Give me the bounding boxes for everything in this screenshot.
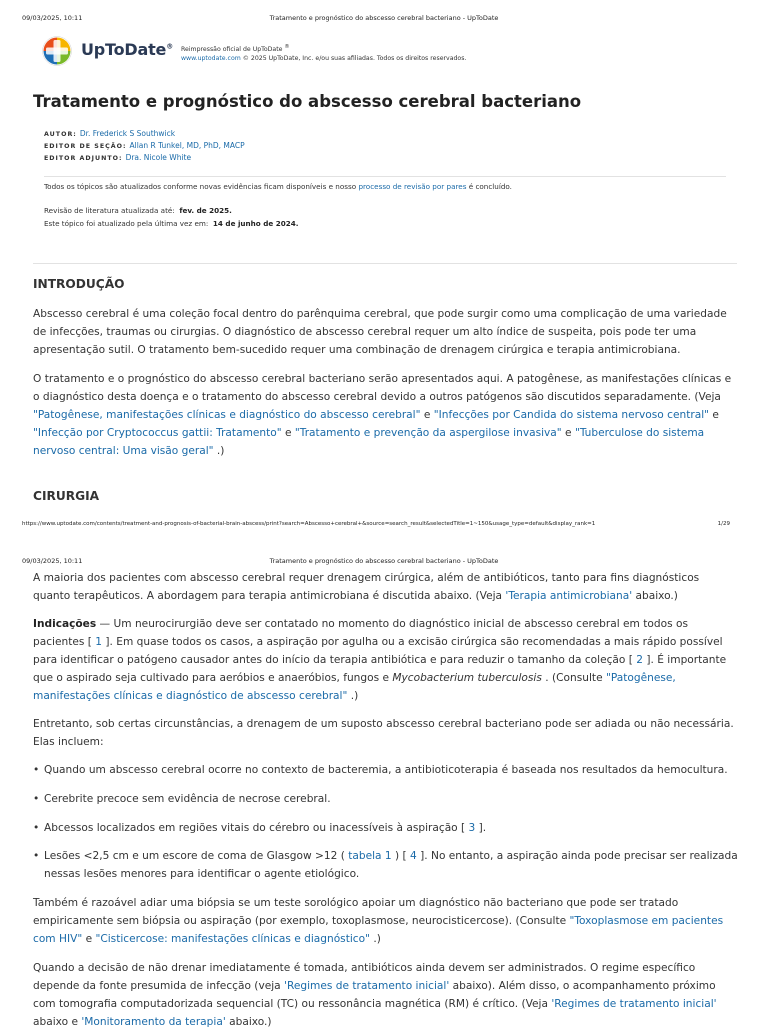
page-title: Tratamento e prognóstico do abscesso cerebral bacteriano xyxy=(33,92,582,111)
page-number: 1/29 xyxy=(717,521,730,527)
deputy-editor-link[interactable]: Dra. Nicole White xyxy=(125,153,192,162)
section-editor-link[interactable]: Allan R Tunkel, MD, PhD, MACP xyxy=(129,141,245,150)
non-drainage-paragraph: Quando a decisão de não drenar imediatamente é tomada, antibióticos ainda devem ser administrados. O regime específico depende da fonte presumida de infecção (veja 'Regimes de tratamento inicial' abaixo). Além disso, o acompanhamento próximo com tomografia computadorizada sequencial (TC) ou ressonância magnética (RM) é crítico. (Veja 'Regimes de tratamento inicial' abaixo e 'Monitoramento da terapia' abaixo.) xyxy=(33,962,717,1028)
section-heading-surgery: CIRURGIA xyxy=(33,489,100,503)
print-title: Tratamento e prognóstico do abscesso cerebral bacteriano - UpToDate xyxy=(269,14,499,22)
table-1-link[interactable]: tabela 1 xyxy=(348,850,392,862)
reference-4-link[interactable]: 4 xyxy=(410,850,417,862)
link-therapy-monitoring[interactable]: 'Monitoramento da terapia' xyxy=(81,1016,226,1028)
literature-review-date: Revisão de literatura atualizada até: fev. de 2025. xyxy=(44,206,232,215)
link-initial-treatment-regimens[interactable]: 'Regimes de tratamento inicial' xyxy=(284,980,450,992)
link-cns-tuberculosis[interactable]: "Tuberculose do sistema nervoso central: Uma visão geral" xyxy=(33,427,705,457)
reference-2-link[interactable]: 2 xyxy=(636,654,644,666)
section-heading-introduction: INTRODUÇÃO xyxy=(33,277,125,291)
divider xyxy=(44,176,726,177)
peer-review-link[interactable]: processo de revisão por pares xyxy=(358,182,467,191)
link-cysticercosis[interactable]: "Cisticercose: manifestações clínicas e diagnóstico" xyxy=(95,933,370,945)
link-cryptococcus-gattii[interactable]: "Infecção por Cryptococcus gattii: Tratamento" xyxy=(33,427,282,439)
brand-name: UpToDate® xyxy=(81,40,174,59)
print-title: Tratamento e prognóstico do abscesso cerebral bacteriano - UpToDate xyxy=(269,557,499,565)
last-update-date: Este tópico foi atualizado pela última vez em: 14 de junho de 2024. xyxy=(44,219,299,228)
reference-3-link[interactable]: 3 xyxy=(468,822,476,834)
deferral-paragraph: Entretanto, sob certas circunstâncias, a drenagem de um suposto abscesso cerebral bacteriano pode ser adiada ou não necessária. Elas incluem: xyxy=(33,718,734,748)
intro-paragraph-1: Abscesso cerebral é uma coleção focal dentro do parênquima cerebral, que pode surgir como uma complicação de uma variedade de infecções, traumas ou cirurgias. O diagnóstico de abscesso cerebral requer um alto índice de suspeita, pois pode ter uma apresentação sutil. O tratamento bem-sucedido requer uma combinação de drenagem cirúrgica e terapia antimicrobiana. xyxy=(33,308,727,356)
link-toxoplasmosis-hiv[interactable]: "Toxoplasmose em pacientes com HIV" xyxy=(33,915,724,945)
link-brain-abscess-diagnosis[interactable]: "Patogênese, manifestações clínicas e diagnóstico do abscesso cerebral" xyxy=(33,409,421,421)
link-initial-treatment-regimens-2[interactable]: 'Regimes de tratamento inicial' xyxy=(551,998,717,1010)
link-candida-cns[interactable]: "Infecções por Candida do sistema nervoso central" xyxy=(433,409,710,421)
deputy-editor-line: EDITOR ADJUNTO: Dra. Nicole White xyxy=(44,153,192,162)
uptodate-link[interactable]: www.uptodate.com xyxy=(181,55,241,63)
indications-paragraph: Indicações — Um neurocirurgião deve ser contatado no momento do diagnóstico inicial de abscesso cerebral em todos os pacientes [ 1 ]. Em quase todos os casos, a aspiração por agulha ou a excisão cirúrgica são recomendadas a mais rápido possível para identificar o patógeno causador antes do início da terapia antibiótica e para reduzir o tamanho da coleção [ 2 ]. É importante que o aspirado seja cultivado para aeróbios e anaeróbios, fungos e Mycobacterium tuberculosis . (Consulte "Patogênese, manifestações clínicas e diagnóstico de abscesso cerebral" .) xyxy=(33,618,727,702)
link-antimicrobial-therapy[interactable]: 'Terapia antimicrobiana' xyxy=(505,590,633,602)
surgery-paragraph-1: A maioria dos pacientes com abscesso cerebral requer drenagem cirúrgica, além de antibióticos, tanto para fins diagnósticos quanto terapêuticos. A abordagem para terapia antimicrobiana é discutida abaixo. (Veja 'Terapia antimicrobiana' abaixo.) xyxy=(33,572,700,602)
intro-paragraph-2: O tratamento e o prognóstico do abscesso cerebral bacteriano serão apresentados aqui. A patogênese, as manifestações clínicas e o diagnóstico desta doença e o tratamento do abscesso cerebral devido a outros patógenos são discutidos separadamente. (Veja "Patogênese, manifestações clínicas e diagnóstico do abscesso cerebral" e "Infecções por Candida do sistema nervoso central" e "Infecção por Cryptococcus gattii: Tratamento" e "Tratamento e prevenção da aspergilose invasiva" e "Tuberculose do sistema nervoso central: Uma visão geral" .) xyxy=(33,373,732,457)
author-line: AUTOR: Dr. Frederick S Southwick xyxy=(44,129,176,138)
link-brain-abscess-pathogenesis[interactable]: "Patogênese, manifestações clínicas e diagnóstico de abscesso cerebral" xyxy=(33,672,676,702)
uptodate-logo-icon xyxy=(42,36,72,66)
print-datetime: 09/03/2025, 10:11 xyxy=(22,14,83,22)
serology-paragraph: Também é razoável adiar uma biópsia se um teste sorológico apoiar um diagnóstico não bacteriano que pode ser tratado empiricamente sem biópsia ou aspiração (por exemplo, toxoplasmose, neurocisticercose). (Consulte "Toxoplasmose em pacientes com HIV" e "Cisticercose: manifestações clínicas e diagnóstico" .) xyxy=(33,897,724,945)
print-url: https://www.uptodate.com/contents/treatment-and-prognosis-of-bacterial-brain-abscess/print?search=Abscesso+cerebral+&source=search_result&selectedTitle=1~150&usage_type=default&display_rank=1 xyxy=(22,521,596,527)
link-aspergillosis[interactable]: "Tratamento e prevenção da aspergilose invasiva" xyxy=(294,427,562,439)
reference-1-link[interactable]: 1 xyxy=(95,636,103,648)
print-datetime: 09/03/2025, 10:11 xyxy=(22,557,83,565)
reprint-notice: Reimpressão oficial de UpToDate ® www.uptodate.com © 2025 UpToDate, Inc. e/ou suas afiliadas. Todos os direitos reservados. xyxy=(181,44,467,63)
section-editor-line: EDITOR DE SEÇÃO: Allan R Tunkel, MD, PhD, MACP xyxy=(44,141,245,150)
review-note: Todos os tópicos são atualizados conforme novas evidências ficam disponíveis e nosso processo de revisão por pares é concluído. xyxy=(44,182,512,191)
author-link[interactable]: Dr. Frederick S Southwick xyxy=(79,129,176,138)
divider xyxy=(33,263,737,264)
